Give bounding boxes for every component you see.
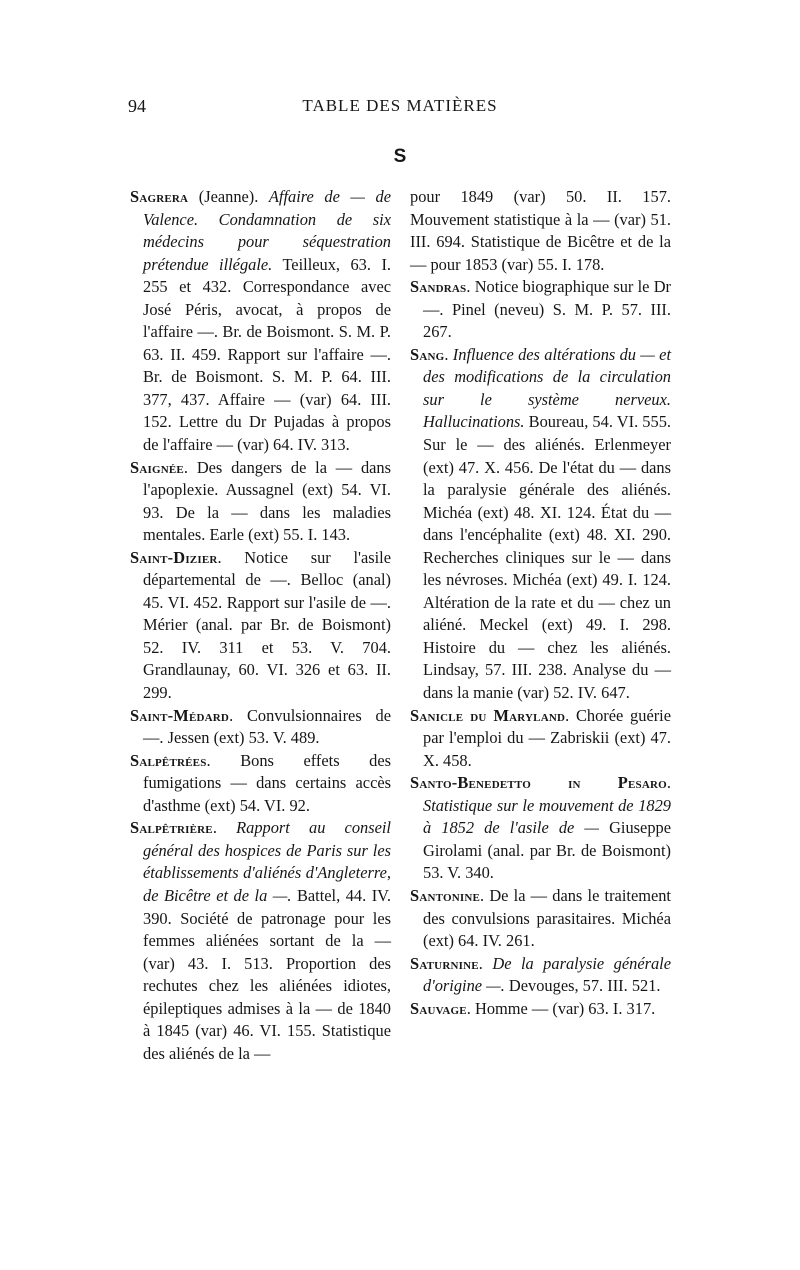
entry-text: . Convulsionnaires de —. Jessen (ext) 53. V. 489. [143, 705, 391, 748]
entry-headword: Saint-Médard [130, 705, 230, 725]
index-entry [410, 276, 671, 344]
section-letter: S [393, 146, 407, 167]
index-entry [410, 998, 671, 1021]
index-entry [130, 186, 391, 457]
entry-text: . Notice biographique sur le Dr —. Pinel (neveu) S. M. P. 57. III. 267. [423, 277, 671, 342]
entry-title-text: Influence des altérations du — et des modifications de la circulation sur le système nerveux. Hallucinations. [423, 344, 672, 432]
running-head [128, 96, 672, 120]
entry-text: . [212, 818, 237, 838]
entry-text: Battel, 44. IV. 390. Société de patronage pour les femmes aliénées sortant de la — (var) 43. I. 513. Proportion des rechutes chez les aliénées idiotes, épileptiques admises à la — de 1840 à 1845 (var) 46. VI. 155. Statistique des aliénés de la — [143, 885, 391, 1063]
index-entry [410, 953, 671, 998]
index-entry [130, 817, 391, 1065]
index-entry [410, 344, 672, 705]
index-entry [410, 772, 671, 885]
entry-headword: Saint-Dizier [130, 547, 218, 567]
entry-text: . Notice sur l'asile départemental de —. Belloc (anal) 45. VI. 452. Rapport sur l'asile de —. Mérier (anal. par Br. de Boismont) 52. IV. 311 et 53. V. 704. Grandlaunay, 60. VI. 326 et 63. II. 299. [143, 547, 391, 703]
page-number: 94 [128, 96, 146, 116]
entry-title-text: De la paralysie générale d'origine —. [423, 953, 671, 996]
entry-text: . [444, 344, 453, 364]
right-column [410, 186, 671, 1020]
entry-title-text: Rapport au conseil général des hospices de Paris sur les établissements d'aliénés d'Angleterre, de Bicêtre et de la —. [143, 818, 391, 905]
entry-text: (Jeanne). [188, 187, 269, 206]
entry-text: . [666, 773, 671, 793]
entry-text: . De la — dans le traitement des convulsions parasitaires. Michéa (ext) 64. IV. 261. [423, 885, 671, 951]
entry-title-text: Statistique sur le mouvement de 1829 à 1852 de l'asile de — [423, 795, 671, 838]
index-entry [130, 547, 391, 705]
entry-headword: Sagrera [130, 187, 189, 206]
entry-title-text: Affaire de — de Valence. Condamnation de six médecins pour séquestration prétendue illégale. [143, 187, 391, 274]
entry-headword: Sauvage [410, 998, 467, 1018]
entry-text: Teilleux, 63. I. 255 et 432. Correspondance avec José Péris, avocat, à propos de l'affaire —. Br. de Boismont. S. M. P. 63. II. 459. Rapport sur l'affaire —. Br. de Boismont. S. M. P. 64. III. 377, 437. Affaire — (var) 64. III. 152. Lettre du Dr Pujadas à propos de l'affaire — (var) 64. IV. 313. [143, 254, 391, 455]
index-entry [130, 457, 391, 547]
entry-text: . Des dangers de la — dans l'apoplexie. Aussagnel (ext) 54. VI. 93. De la — dans les maladies mentales. Earle (ext) 55. I. 143. [143, 457, 391, 545]
entry-text: . [478, 953, 493, 973]
entry-text: Giuseppe Girolami (anal. par Br. de Boismont) 53. V. 340. [423, 818, 671, 883]
entry-headword: Sandras [410, 277, 467, 297]
entry-headword: Salpêtrière [130, 818, 213, 838]
entry-headword: Saturnine [410, 953, 479, 973]
entry-text: Devouges, 57. III. 521. [504, 976, 661, 996]
entry-headword: Sang [410, 344, 445, 364]
index-entry [410, 885, 671, 953]
entry-headword: Salpêtrées [130, 750, 207, 770]
entry-text: . Bons effets des fumigations — dans certains accès d'asthme (ext) 54. VI. 92. [143, 750, 391, 815]
continued-entry: pour 1849 (var) 50. II. 157. Mouvement statistique à la — (var) 51. III. 694. Statistique de Bicêtre et de la — pour 1853 (var) 55. I. 178. [410, 187, 671, 274]
running-title: TABLE DES MATIÈRES [302, 96, 498, 115]
left-column [130, 186, 391, 1065]
index-entry [410, 705, 672, 773]
entry-text: . Chorée guérie par l'emploi du — Zabriskii (ext) 47. X. 458. [423, 705, 672, 770]
entry-headword: Saignée [130, 457, 184, 477]
entry-text: . Homme — (var) 63. I. 317. [466, 998, 656, 1018]
entry-text: Boureau, 54. VI. 555. Sur le — des aliénés. Erlenmeyer (ext) 47. X. 456. De l'état du — dans la paralysie générale des aliénés. Michéa (ext) 48. XI. 124. État du — dans l'encéphalite (ext) 48. XI. 290. Recherches cliniques sur le — dans les névroses. Michéa (ext) 49. I. 124. Altération de la rate et du — chez un aliéné. Meckel (ext) 49. I. 298. Histoire du — chez les aliénés. Lindsay, 57. III. 238. Analyse du — dans la manie (var) 52. IV. 647. [423, 412, 671, 703]
entry-headword: Sanicle du Maryland [410, 705, 566, 725]
entry-headword: Santo-Benedetto in Pesaro [410, 773, 667, 793]
entry-headword: Santonine [410, 885, 481, 905]
index-entry [130, 705, 391, 750]
index-entry [130, 750, 391, 818]
